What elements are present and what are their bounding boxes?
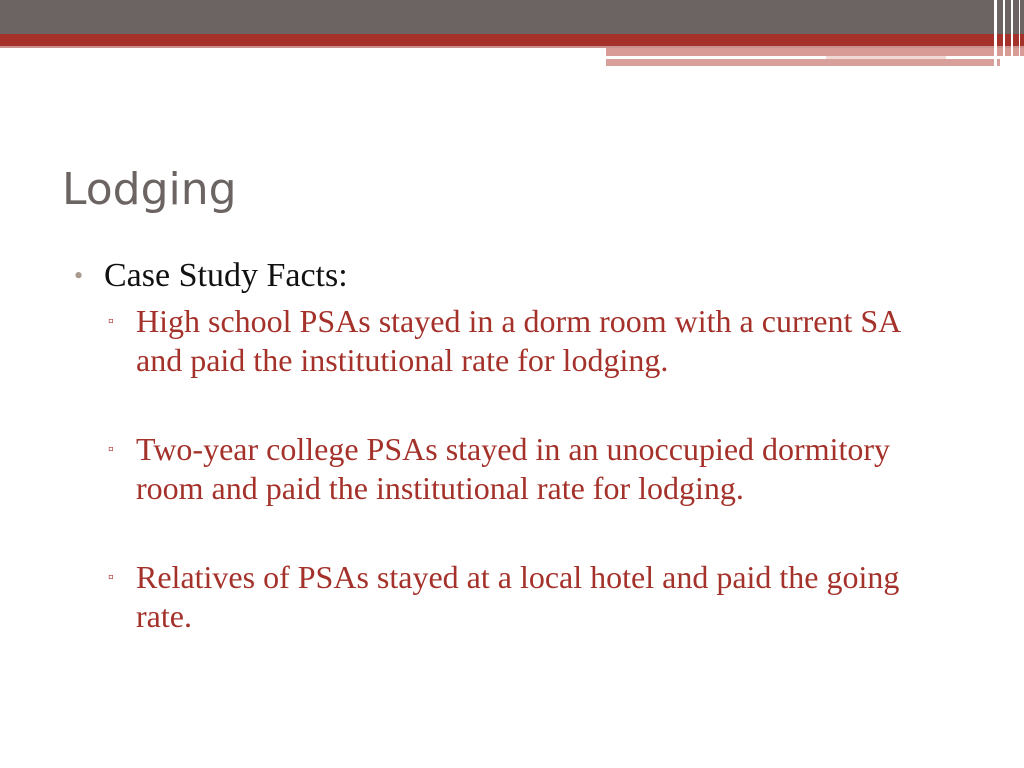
top-banner-gray	[0, 0, 1024, 34]
banner-stripe	[1003, 0, 1005, 70]
sub-bullet-text: High school PSAs stayed in a dorm room with a current SA and paid the institutional rate for lodging.	[136, 303, 900, 378]
sub-bullet-text: Two-year college PSAs stayed in an unoccupied dormitory room and paid the institutional rate for lodging.	[136, 431, 891, 506]
sub-bullet-item	[108, 302, 948, 380]
banner-accent-gap-lower	[606, 66, 826, 68]
slide-title: Lodging	[62, 164, 237, 215]
sub-bullet-glyph: ▫	[108, 313, 114, 330]
sub-bullet-item	[108, 558, 948, 636]
sub-bullet-glyph: ▫	[108, 441, 114, 458]
top-banner-red	[0, 34, 1024, 46]
banner-stripe	[1011, 0, 1013, 70]
bullet-case-study-facts	[74, 254, 974, 298]
sub-bullet-item	[108, 430, 948, 508]
banner-stripe	[1019, 0, 1020, 70]
banner-stripe	[994, 0, 997, 70]
bullet-glyph: •	[74, 261, 84, 290]
banner-accent-band	[606, 48, 1024, 56]
sub-bullet-text: Relatives of PSAs stayed at a local hotel and paid the going rate.	[136, 559, 900, 634]
banner-accent-band-lower	[606, 59, 1000, 66]
sub-bullet-glyph: ▫	[108, 569, 114, 586]
slide-body	[74, 254, 974, 636]
banner-accent-light	[826, 56, 946, 59]
bullet-text: Case Study Facts:	[104, 257, 348, 294]
